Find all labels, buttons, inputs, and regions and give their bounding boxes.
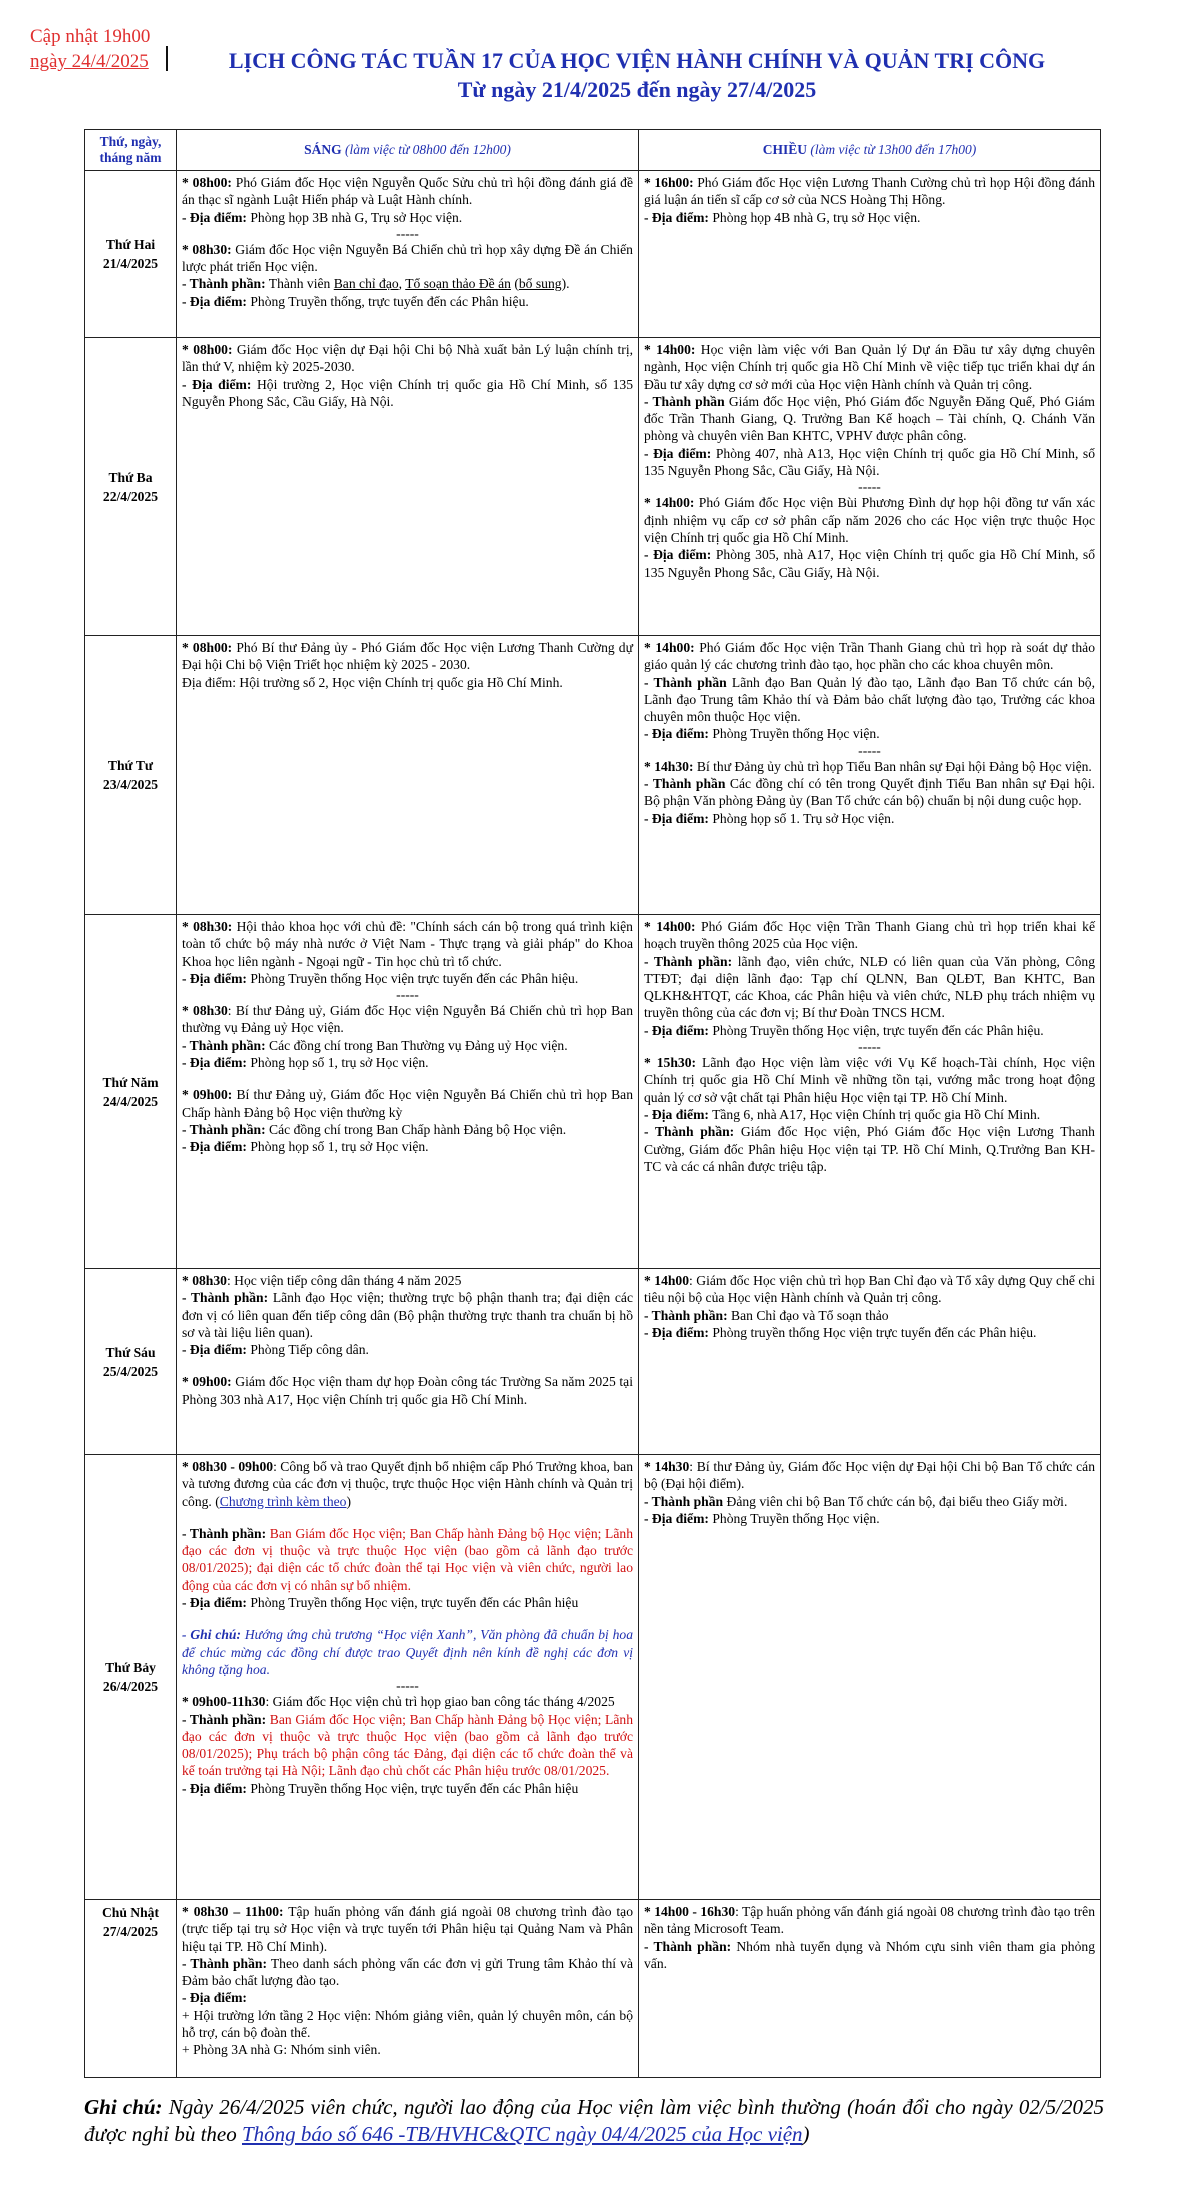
- day-cell: Thứ Hai 21/4/2025: [85, 171, 177, 338]
- header-morning: SÁNG (làm việc từ 08h00 đến 12h00): [177, 130, 639, 171]
- event: * 08h30: Bí thư Đảng uỷ, Giám đốc Học viện Nguyễn Bá Chiến chủ trì họp Ban thường vụ Đảng uỷ Học viện. - Thành phần: Các đồng chí trong Ban Thường vụ Đảng uỷ Học viện. - Địa điểm: Phòng họp số 1, trụ sở Học viện.: [182, 1003, 633, 1071]
- title-main: LỊCH CÔNG TÁC TUẦN 17 CỦA HỌC VIỆN HÀNH CHÍNH VÀ QUẢN TRỊ CÔNG: [228, 48, 1046, 73]
- morning-cell: [177, 1455, 639, 1900]
- event: * 14h00: Phó Giám đốc Học viện Bùi Phương Đình dự họp hội đồng tư vấn xác định nhiệm vụ cấp cơ sở phân cấp năm 2026 cho các Học viện trực thuộc Học viện Chính trị quốc gia Hồ Chí Minh. - Địa điểm: Phòng 305, nhà A17, Học viện Chính trị quốc gia Hồ Chí Minh, số 135 Nguyễn Phong Sắc, Cầu Giấy, Hà Nội.: [644, 495, 1096, 580]
- header-afternoon: CHIỀU (làm việc từ 13h00 đến 17h00): [639, 130, 1101, 171]
- separator: -----: [396, 1678, 419, 1694]
- table-row: [85, 338, 1101, 636]
- day-cell: Thứ Sáu 25/4/2025: [85, 1269, 177, 1455]
- day-cell: Thứ Bảy 26/4/2025: [85, 1455, 177, 1900]
- update-note-time: Cập nhật 19h00: [30, 26, 151, 47]
- separator: -----: [396, 225, 419, 241]
- morning-cell: [177, 636, 639, 915]
- footnote-label: Ghi chú:: [84, 2095, 163, 2119]
- day-cell: Chủ Nhật 27/4/2025: [85, 1900, 177, 2078]
- event: * 08h30: Giám đốc Học viện Nguyễn Bá Chiến chủ trì họp xây dựng Đề án Chiến lược phát triển Học viện. - Thành phần: Thành viên Ban chỉ đạo, Tổ soạn thảo Đề án (bổ sung). - Địa điểm: Phòng Truyền thống, trực tuyến đến các Phân hiệu.: [182, 241, 633, 309]
- event: * 14h00: Phó Giám đốc Học viện Trần Thanh Giang chủ trì họp triển khai kế hoạch truyền thông 2025 của Học viện. - Thành phần: lãnh đạo, viên chức, NLĐ có liên quan của Văn phòng, Công TTĐT; đại diện lãnh đạo: Tạp chí QLNN, Ban QLĐT, Ban KHTC, Ban QLKH&HTQT, các Khoa, các Phân hiệu và viên chức, NLĐ phụ trách nhiệm vụ truyền thông của các đơn vị; Bí thư Đoàn TNCS HCM. - Địa điểm: Phòng Truyền thống Học viện, trực tuyến đến các Phân hiệu.: [644, 919, 1095, 1038]
- event: * 09h00-11h30: Giám đốc Học viện chủ trì họp giao ban công tác tháng 4/2025 - Thành phần: Ban Giám đốc Học viện; Ban Chấp hành Đảng bộ Học viện; Lãnh đạo các đơn vị thuộc và trực thuộc Học viện (bao gồm cả lãnh đạo trước 08/01/2025); Phụ trách bộ phận công tác Đảng, đại diện các tổ chức đoàn thể và kế toán trưởng tại Hà Nội; Lãnh đạo chủ chốt các Phân hiệu trước 08/01/2025. - Địa điểm: Phòng Truyền thống Học viện, trực tuyến đến các Phân hiệu: [182, 1694, 633, 1796]
- schedule-table: [84, 129, 1101, 2078]
- event: * 08h30: Hội thảo khoa học với chủ đề: "Chính sách cán bộ trong quá trình kiện toàn tổ chức bộ máy nhà nước ở Việt Nam - Thực trạng và giải pháp" do Khoa Khoa học liên ngành - Ngoại ngữ - Tin học chủ trì tổ chức. - Địa điểm: Phòng Truyền thống Học viện trực tuyến đến các Phân hiệu.: [182, 919, 633, 986]
- afternoon-cell: [639, 636, 1101, 915]
- event: * 08h00: Phó Giám đốc Học viện Nguyễn Quốc Sửu chủ trì hội đồng đánh giá đề án thạc sĩ ngành Luật Hiến pháp và Luật Hành chính. - Địa điểm: Phòng họp 3B nhà G, Trụ sở Học viện.: [182, 175, 633, 225]
- program-link[interactable]: Chương trình kèm theo: [219, 1493, 347, 1509]
- event: * 15h30: Lãnh đạo Học viện làm việc với Vụ Kế hoạch-Tài chính, Học viện Chính trị quốc gia Hồ Chí Minh về những tồn tại, vướng mắc trong hoạt động quản lý cơ sở vật chất tại Phân hiệu Học viện tại TP. Hồ Chí Minh. - Địa điểm: Tầng 6, nhà A17, Học viện Chính trị quốc gia Hồ Chí Minh. - Thành phần: Giám đốc Học viện, Phó Giám đốc Học viện Lương Thanh Cường, Giám đốc Phân hiệu Học viện tại TP. Hồ Chí Minh, Q.Trưởng Ban KH-TC và các cá nhân được triệu tập.: [644, 1055, 1095, 1174]
- afternoon-cell: [639, 171, 1101, 338]
- event: * 08h00: Giám đốc Học viện dự Đại hội Chi bộ Nhà xuất bản Lý luận chính trị, lần thứ V, nhiệm kỳ 2025-2030. - Địa điểm: Hội trường 2, Học viện Chính trị quốc gia Hồ Chí Minh, số 135 Nguyễn Phong Sắc, Cầu Giấy, Hà Nội.: [182, 342, 633, 409]
- event: * 09h00: Bí thư Đảng uỷ, Giám đốc Học viện Nguyễn Bá Chiến chủ trì họp Ban Chấp hành Đảng bộ Học viện thường kỳ - Thành phần: Các đồng chí trong Ban Chấp hành Đảng bộ Học viện. - Địa điểm: Phòng họp số 1, trụ sở Học viện.: [182, 1087, 633, 1155]
- table-row: [85, 636, 1101, 915]
- page-title: [150, 46, 1124, 104]
- header-day: Thứ, ngày, tháng năm: [85, 130, 177, 171]
- day-cell: Thứ Ba 22/4/2025: [85, 338, 177, 636]
- title-date-range: Từ ngày 21/4/2025 đến ngày 27/4/2025: [457, 77, 817, 102]
- separator: -----: [396, 987, 419, 1003]
- separator: -----: [858, 479, 881, 495]
- morning-cell: [177, 1269, 639, 1455]
- event: * 16h00: Phó Giám đốc Học viện Lương Thanh Cường chủ trì họp Hội đồng đánh giá luận án tiến sĩ cấp cơ sở của NCS Hoàng Thị Hồng. - Địa điểm: Phòng họp 4B nhà G, trụ sở Học viện.: [644, 175, 1095, 225]
- morning-cell: [177, 1900, 639, 2078]
- day-cell: Thứ Tư 23/4/2025: [85, 636, 177, 915]
- footnote: Ghi chú: Ngày 26/4/2025 viên chức, người lao động của Học viện làm việc bình thường (hoán đổi cho ngày 02/5/2025 được nghỉ bù theo Thông báo số 646 -TB/HVHC&QTC ngày 04/4/2025 của Học viện): [84, 2095, 1104, 2146]
- separator: -----: [858, 742, 881, 758]
- event: * 08h00: Phó Bí thư Đảng ủy - Phó Giám đốc Học viện Lương Thanh Cường dự Đại hội Chi bộ Viện Triết học nhiệm kỳ 2025 - 2030. Địa điểm: Hội trường số 2, Học viện Chính trị quốc gia Hồ Chí Minh.: [182, 640, 633, 690]
- announcement-link[interactable]: Thông báo số 646 -TB/HVHC&QTC ngày 04/4/2025 của Học viện: [241, 2122, 803, 2146]
- event: * 14h00: Học viện làm việc với Ban Quản lý Dự án Đầu tư xây dựng chuyên ngành, Học viện Chính trị quốc gia Hồ Chí Minh về việc tiếp tục triển khai dự án Đầu tư xây dựng cơ sở mới của Học viện Hành chính và Quản trị công. - Thành phần Giám đốc Học viện, Phó Giám đốc Nguyễn Đăng Quế, Phó Giám đốc Trần Thanh Giang, Q. Trưởng Ban Kế hoạch – Tài chính, Q. Chánh Văn phòng và chuyên viên Ban KHTC, VPHV được phân công. - Địa điểm: Phòng 407, nhà A13, Học viện Chính trị quốc gia Hồ Chí Minh, số 135 Nguyễn Phong Sắc, Cầu Giấy, Hà Nội.: [644, 342, 1096, 479]
- event: * 14h00 - 16h30: Tập huấn phỏng vấn đánh giá ngoài 08 chương trình đào tạo trên nền tảng Microsoft Team. - Thành phần: Nhóm nhà tuyển dụng và Nhóm cựu sinh viên tham gia phỏng vấn.: [644, 1904, 1095, 1971]
- event: * 08h30 - 09h00: Công bố và trao Quyết định bổ nhiệm cấp Phó Trưởng khoa, ban và tương đương của các đơn vị thuộc, trực thuộc Học viện Hành chính và Quản trị công. (Chương trình kèm theo) - Thành phần: Ban Giám đốc Học viện; Ban Chấp hành Đảng bộ Học viện; Lãnh đạo các đơn vị thuộc và trực thuộc Học viện (bao gồm cả lãnh đạo trước 08/01/2025); đại diện các tổ chức đoàn thể tại Học viện và viên chức, người lao động của các đơn vị có nhân sự bổ nhiệm. - Địa điểm: Phòng Truyền thống Học viện, trực tuyến đến các Phân hiệu - Ghi chú: Hướng ứng chủ trương “Học viện Xanh”, Văn phòng đã chuẩn bị hoa để chúc mừng các đồng chí được trao Quyết định nên kính đề nghị các đơn vị không tặng hoa.: [182, 1459, 633, 1677]
- afternoon-cell: [639, 1269, 1101, 1455]
- separator: -----: [858, 1039, 881, 1055]
- table-row: [85, 915, 1101, 1269]
- afternoon-cell: [639, 915, 1101, 1269]
- event: * 08h30 – 11h00: Tập huấn phỏng vấn đánh giá ngoài 08 chương trình đào tạo (trực tiếp tại trụ sở Học viện và trực tuyến tới Phân hiệu tại Quảng Nam và Phân hiệu tại TP. Hồ Chí Minh). - Thành phần: Theo danh sách phỏng vấn các đơn vị gửi Trung tâm Khảo thí và Đảm bảo chất lượng đào tạo. - Địa điểm: + Hội trường lớn tầng 2 Học viện: Nhóm giảng viên, quản lý chuyên môn, cán bộ hỗ trợ, cán bộ đoàn thể. + Phòng 3A nhà G: Nhóm sinh viên.: [182, 1904, 634, 2058]
- day-cell: Thứ Năm 24/4/2025: [85, 915, 177, 1269]
- afternoon-cell: [639, 1455, 1101, 1900]
- footnote-text: Ngày 26/4/2025 viên chức, người lao động của Học viện làm việc bình thường (hoán đổi cho ngày 02/5/2025 được nghỉ bù theo: [84, 2095, 1104, 2146]
- table-header-row: [85, 130, 1101, 171]
- event: * 14h30: Bí thư Đảng ủy chủ trì họp Tiểu Ban nhân sự Đại hội Đảng bộ Học viện. - Thành phần Các đồng chí có tên trong Quyết định Tiểu Ban nhân sự Đại hội. Bộ phận Văn phòng Đảng ủy (Ban Tổ chức cán bộ) chuẩn bị nội dung cuộc họp. - Địa điểm: Phòng họp số 1. Trụ sở Học viện.: [644, 758, 1095, 826]
- morning-cell: [177, 171, 639, 338]
- afternoon-cell: [639, 1900, 1101, 2078]
- update-note: [30, 24, 150, 74]
- morning-cell: [177, 338, 639, 636]
- event: * 14h00: Phó Giám đốc Học viện Trần Thanh Giang chủ trì họp rà soát dự thảo giáo quản lý các chương trình đào tạo, học phần cho các khoa chuyên môn. - Thành phần Lãnh đạo Ban Quản lý đào tạo, Lãnh đạo Ban Tổ chức cán bộ, Lãnh đạo Trung tâm Khảo thí và Đảm bảo chất lượng đào tạo, Trưởng các khoa chuyên môn thuộc Học viện. - Địa điểm: Phòng Truyền thống Học viện.: [644, 640, 1095, 742]
- table-row: [85, 1900, 1101, 2078]
- table-row: [85, 171, 1101, 338]
- event: * 08h30: Học viện tiếp công dân tháng 4 năm 2025 - Thành phần: Lãnh đạo Học viện; thường trực bộ phận thanh tra; đại diện các đơn vị có liên quan đến tiếp công dân (Bộ phận thường trực thanh tra chuẩn bị hồ sơ và tài liệu liên quan). - Địa điểm: Phòng Tiếp công dân.: [182, 1273, 633, 1358]
- event: * 14h30: Bí thư Đảng ủy, Giám đốc Học viện dự Đại hội Chi bộ Ban Tổ chức cán bộ (Đại hội điểm). - Thành phần Đảng viên chi bộ Ban Tổ chức cán bộ, đại biểu theo Giấy mời. - Địa điểm: Phòng Truyền thống Học viện.: [644, 1459, 1095, 1526]
- update-note-date: ngày 24/4/2025: [30, 51, 149, 72]
- event: * 14h00: Giám đốc Học viện chủ trì họp Ban Chỉ đạo và Tổ xây dựng Quy chế chi tiêu nội bộ của Học viện Hành chính và Quản trị công. - Thành phần: Ban Chỉ đạo và Tổ soạn thảo - Địa điểm: Phòng truyền thống Học viện trực tuyến đến các Phân hiệu.: [644, 1273, 1095, 1340]
- table-row: [85, 1455, 1101, 1900]
- morning-cell: [177, 915, 639, 1269]
- table-row: [85, 1269, 1101, 1455]
- event: * 09h00: Giám đốc Học viện tham dự họp Đoàn công tác Trường Sa năm 2025 tại Phòng 303 nhà A17, Học viện Chính trị quốc gia Hồ Chí Minh.: [182, 1374, 633, 1407]
- afternoon-cell: [639, 338, 1101, 636]
